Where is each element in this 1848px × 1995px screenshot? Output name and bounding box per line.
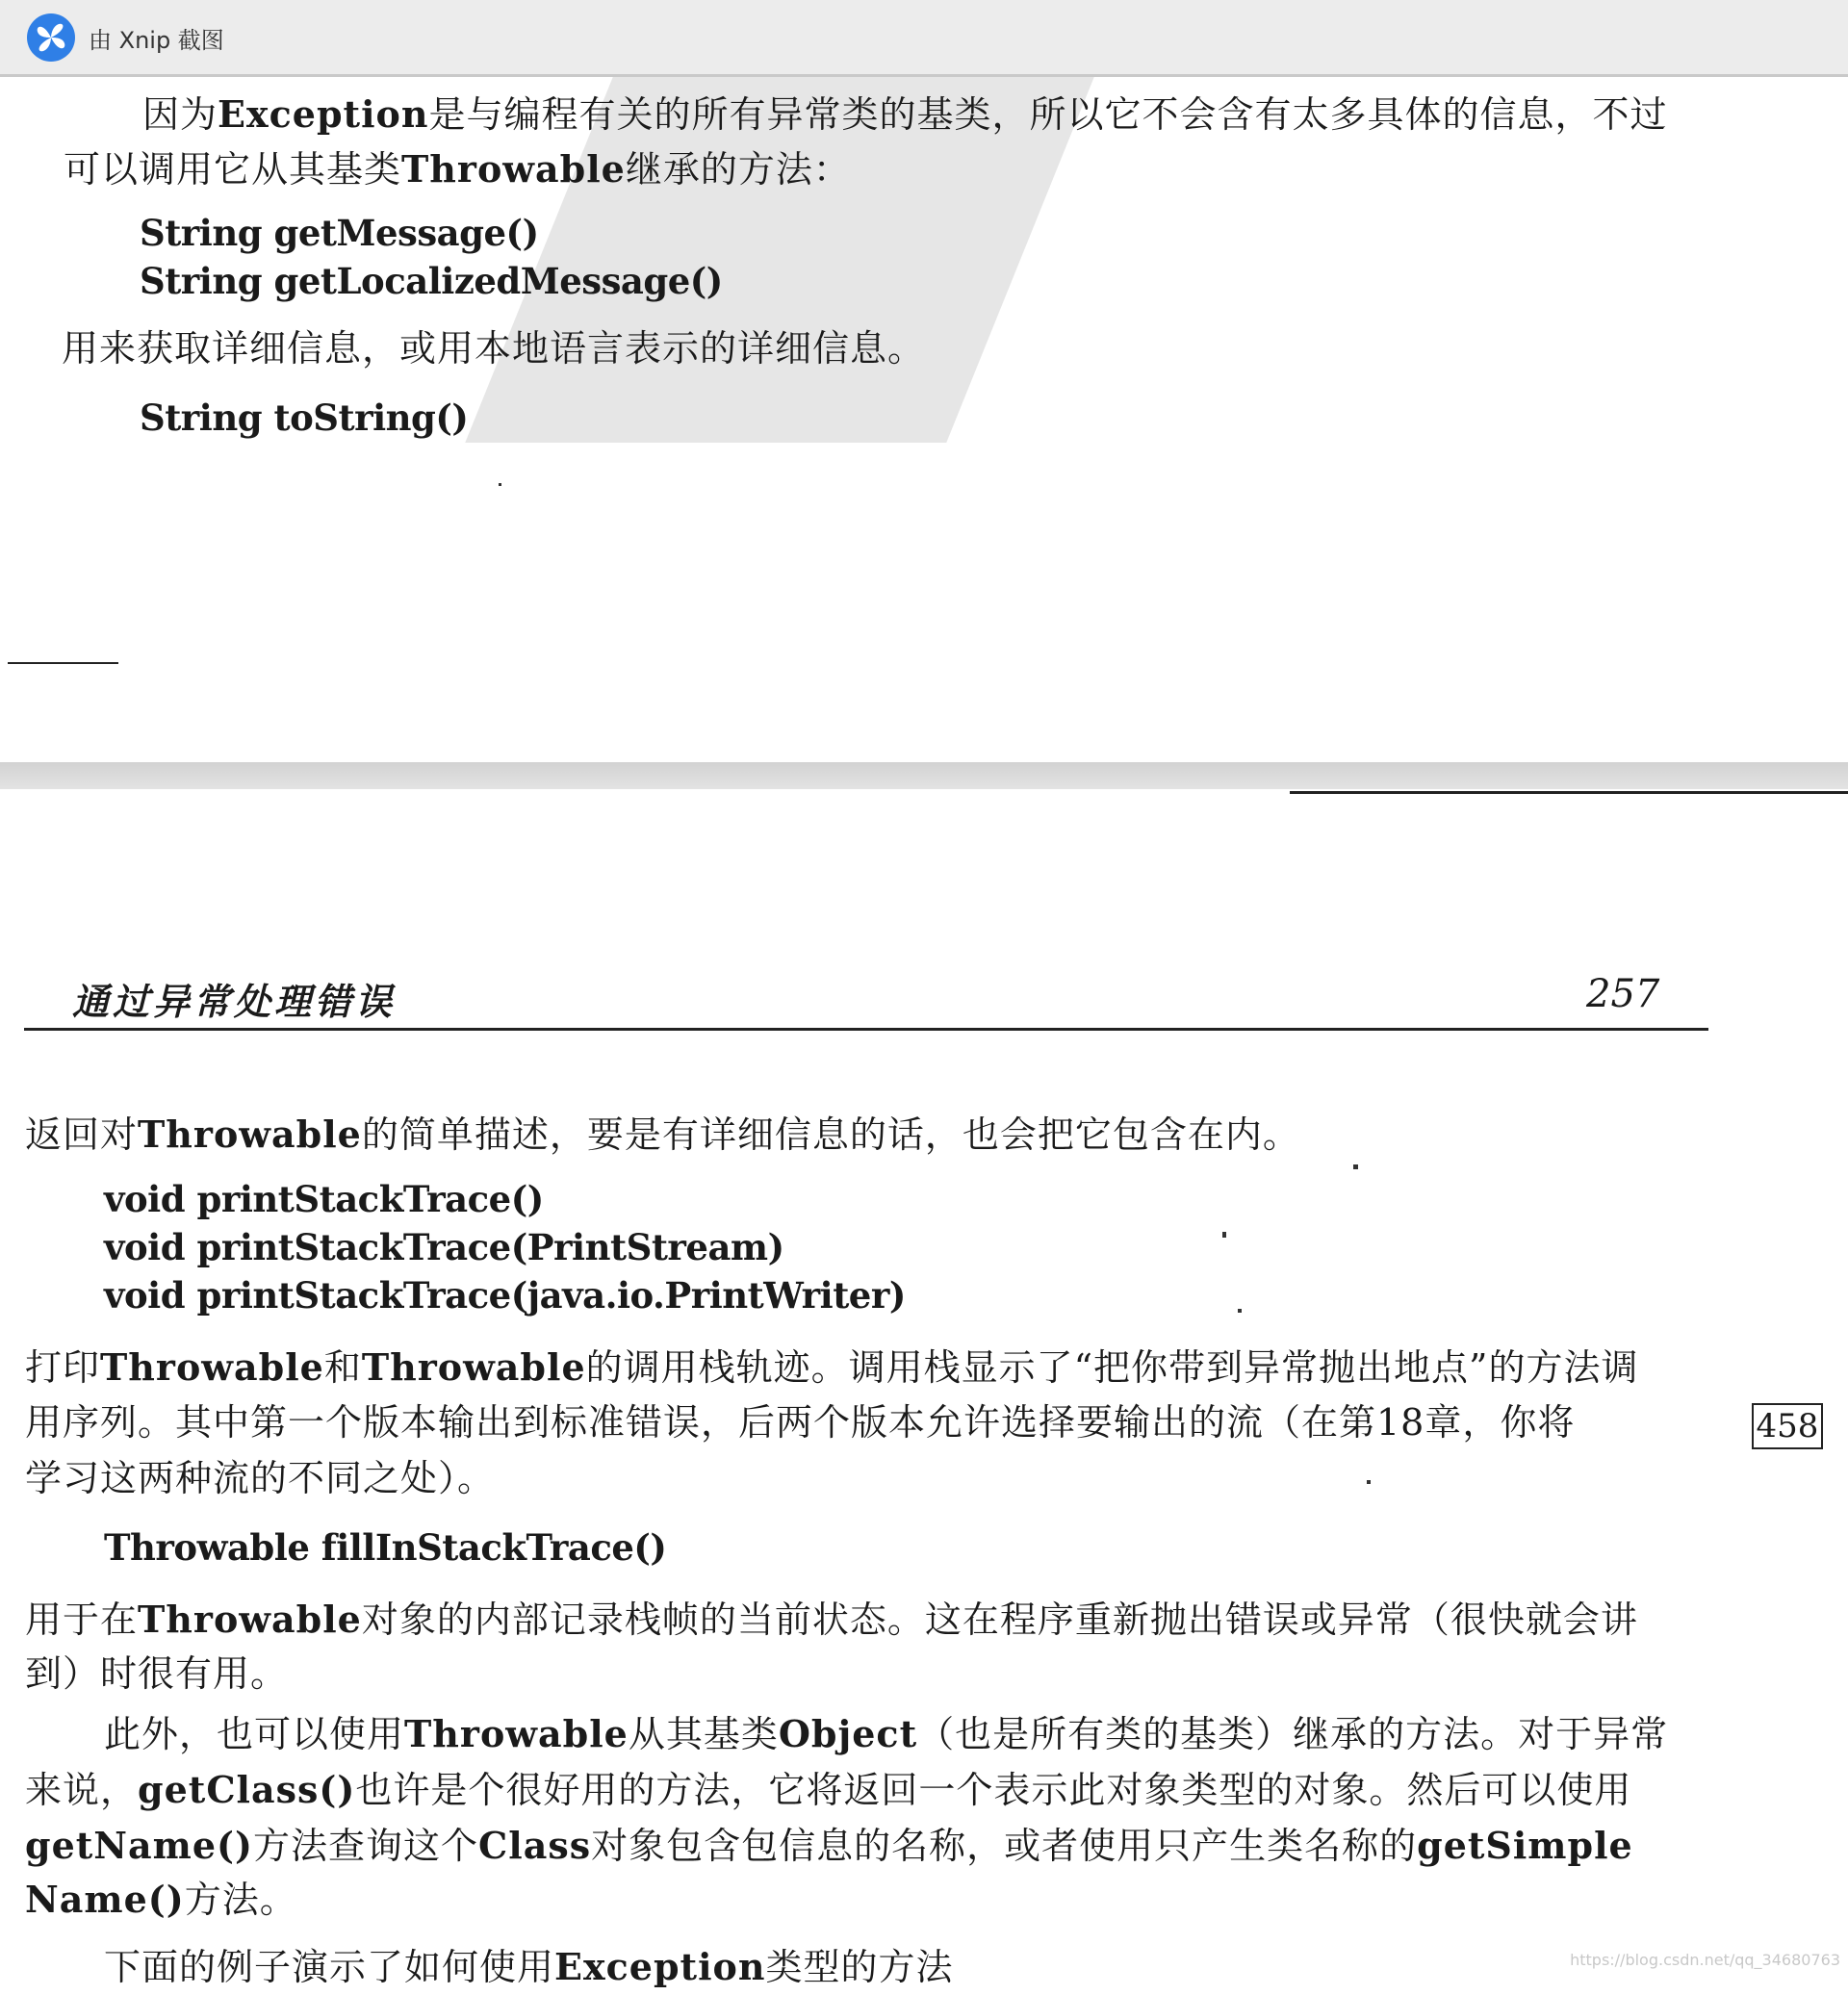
code-print-stack-trace-printwriter: void printStackTrace(java.io.PrintWriter)	[104, 1274, 906, 1317]
margin-page-number: 458	[1752, 1403, 1823, 1449]
desc-line: 用来获取详细信息，或用本地语言表示的详细信息。	[62, 327, 926, 370]
title-bar	[0, 0, 1848, 77]
document-page-top	[0, 77, 1848, 762]
top-edge-rule	[1290, 791, 1848, 794]
speck	[1353, 1164, 1358, 1169]
p4-line-3: getName()方法查询这个Class对象包含包信息的名称，或者使用只产生类名称的getSimple	[25, 1824, 1633, 1867]
xnip-app-icon[interactable]	[26, 13, 76, 63]
source-credit: https://blog.csdn.net/qq_34680763	[1570, 1951, 1840, 1969]
intro-line-1: 因为Exception是与编程有关的所有异常类的基类，所以它不会含有太多具体的信息，不过	[142, 92, 1668, 136]
code-to-string: String toString()	[140, 396, 469, 439]
page-number: 257	[1586, 972, 1660, 1016]
p4-line-1: 此外，也可以使用Throwable从其基类Object（也是所有类的基类）继承的方法。对于异常	[104, 1712, 1669, 1755]
p5-line-partial: 下面的例子演示了如何使用Exception类型的方法	[104, 1945, 954, 1988]
footnote-rule	[8, 662, 118, 664]
p4-line-2: 来说，getClass()也许是个很好用的方法，它将返回一个表示此对象类型的对象。然后可以使用	[25, 1768, 1632, 1811]
page-gap	[0, 762, 1848, 789]
p3-line-2: 到）时很有用。	[25, 1652, 289, 1695]
p2-line-2: 用序列。其中第一个版本输出到标准错误，后两个版本允许选择要输出的流（在第18章，你将	[25, 1401, 1576, 1444]
speck	[499, 483, 501, 486]
code-get-message: String getMessage()	[140, 212, 539, 254]
document-page-bottom	[0, 789, 1848, 1988]
code-fill-in-stack-trace: Throwable fillInStackTrace()	[104, 1526, 667, 1569]
p1-line: 返回对Throwable的简单描述，要是有详细信息的话，也会把它包含在内。	[25, 1113, 1300, 1156]
p4-line-4: Name()方法。	[25, 1878, 297, 1921]
header-rule	[24, 1028, 1708, 1031]
intro-line-2: 可以调用它从其基类Throwable继承的方法：	[64, 147, 851, 191]
code-print-stack-trace-printstream: void printStackTrace(PrintStream)	[104, 1226, 784, 1268]
p2-line-1: 打印Throwable和Throwable的调用栈轨迹。调用栈显示了“把你带到异常抛出地点”的方法调	[25, 1345, 1639, 1389]
speck	[1367, 1480, 1371, 1484]
running-header-title: 通过异常处理错误	[72, 980, 397, 1023]
speck	[1222, 1232, 1226, 1238]
speck	[1238, 1309, 1242, 1313]
p3-line-1: 用于在Throwable对象的内部记录栈帧的当前状态。这在程序重新抛出错误或异常（很快就会讲	[25, 1598, 1638, 1641]
code-get-localized-message: String getLocalizedMessage()	[140, 260, 723, 302]
code-print-stack-trace: void printStackTrace()	[104, 1178, 544, 1220]
window-title: 由 Xnip 截图	[89, 27, 224, 54]
p2-line-3: 学习这两种流的不同之处）。	[25, 1457, 496, 1499]
